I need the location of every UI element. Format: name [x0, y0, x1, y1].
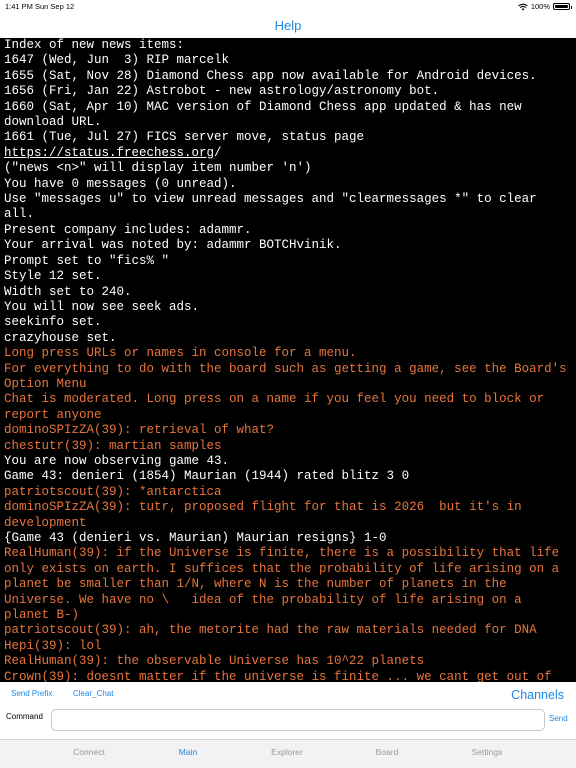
clear-chat-button[interactable]: Clear_Chat — [73, 689, 114, 698]
console-line — [4, 331, 572, 346]
console-line — [4, 454, 572, 469]
console-line-text: You are now observing game 43. — [4, 453, 230, 468]
console-line-text: 1656 (Fri, Jan 22) Astrobot - new astrology/astronomy bot. — [4, 84, 440, 99]
console-line-text: 1660 (Sat, Apr 10) MAC version of Diamond Chess app updated & has new download URL. — [4, 99, 530, 130]
status-date: Sun Sep 12 — [35, 2, 75, 11]
tab-board[interactable]: Board — [375, 747, 399, 757]
battery-icon — [553, 3, 570, 10]
console-line-text: dominoSPIzZA(39): retrieval of what? — [4, 423, 275, 438]
console-line — [4, 670, 572, 682]
console-line-text: dominoSPIzZA(39): tutr, proposed flight for that is 2026 but it's in development — [4, 500, 530, 530]
console-line-text: 1661 (Tue, Jul 27) FICS server move, status page — [4, 130, 372, 145]
battery-percent: 100% — [530, 2, 550, 11]
tab-bar — [0, 739, 576, 768]
console-line-text: Game 43: denieri (1854) Maurian (1944) rated blitz 3 0 — [4, 469, 410, 484]
status-page-link[interactable]: https://status.freechess.org — [4, 145, 215, 160]
console-line-text: Style 12 set. — [4, 269, 102, 284]
tab-main[interactable]: Main — [178, 747, 198, 757]
console-line-text: Prompt set to "fics% " — [4, 253, 170, 268]
console-line-text: chestutr(39): martian samples — [4, 438, 222, 453]
console-line-text: For everything to do with the board such as getting a game, see the Board's Option Menu — [4, 361, 575, 391]
console-line — [4, 84, 572, 99]
console-line-text: RealHuman(39): if the Universe is finite, there is a possibility that life only exists on earth. I suffices that the probability of life arising on a planet be smaller than 1/N, where N is the number of planets in the Universe. We have no \ idea of the probability of life arising on a planet B-) — [4, 546, 567, 623]
console-line — [4, 238, 572, 253]
console-line — [4, 531, 572, 546]
console-line-text: RealHuman(39): the observable Universe has 10^22 planets — [4, 654, 425, 669]
console-line — [4, 300, 572, 315]
console-line — [4, 254, 572, 269]
console-line-text: Long press URLs or names in console for a menu. — [4, 346, 357, 361]
console-line — [4, 485, 572, 500]
console-line — [4, 285, 572, 300]
console-line-text: Width set to 240. — [4, 284, 132, 299]
status-time: 1:41 PM — [5, 2, 33, 11]
console-line-text: You will now see seek ads. — [4, 299, 200, 314]
console-line — [4, 639, 572, 654]
tab-settings[interactable]: Settings — [471, 747, 503, 757]
console-line — [4, 130, 572, 161]
wifi-icon — [518, 3, 528, 11]
console-line — [4, 100, 572, 131]
console-output[interactable] — [0, 38, 576, 682]
tab-explorer[interactable]: Explorer — [271, 747, 303, 757]
console-line — [4, 469, 572, 484]
console-line-text: 1647 (Wed, Jun 3) RIP marcelk — [4, 53, 230, 68]
console-line-text: crazyhouse set. — [4, 330, 117, 345]
console-line — [4, 346, 572, 361]
console-line-text: Index of new news items: — [4, 38, 185, 52]
send-prefix-button[interactable]: Send Prefix — [11, 689, 53, 698]
console-line — [4, 654, 572, 669]
console-line — [4, 192, 572, 223]
console-line-text: You have 0 messages (0 unread). — [4, 176, 237, 191]
status-right — [518, 2, 570, 11]
console-line — [4, 223, 572, 238]
console-line — [4, 623, 572, 638]
console-line — [4, 361, 575, 393]
console-line — [4, 392, 572, 423]
console-line-text: Use "messages u" to view unread messages and "clearmessages *" to clear all. — [4, 192, 545, 222]
console-line-text: Present company includes: adammr. — [4, 222, 252, 237]
send-button[interactable]: Send — [549, 714, 568, 723]
console-line-text: {Game 43 (denieri vs. Maurian) Maurian resigns} 1-0 — [4, 531, 387, 545]
channels-button[interactable]: Channels — [511, 688, 564, 702]
console-line-text: seekinfo set. — [4, 315, 102, 330]
console-line-text: patriotscout(39): *antarctica — [4, 484, 222, 499]
command-label: Command — [6, 712, 43, 721]
console-line — [4, 161, 572, 176]
console-line-text: Crown(39): doesnt matter if the universe is finite ... we cant get out of — [4, 669, 552, 682]
console-line — [4, 69, 572, 84]
console-line — [4, 269, 572, 284]
console-line — [4, 38, 572, 53]
console-line — [4, 439, 572, 454]
console-line — [4, 546, 572, 623]
console-line-text: 1655 (Sat, Nov 28) Diamond Chess app now available for Android devices. — [4, 68, 537, 83]
command-toolbar — [0, 682, 576, 739]
console-line — [4, 315, 572, 330]
page-title[interactable]: Help — [274, 18, 302, 33]
tab-connect[interactable]: Connect — [73, 747, 105, 757]
console-line-text: Your arrival was noted by: adammr BOTCHvinik. — [4, 238, 342, 253]
console-line — [4, 423, 572, 438]
console-line — [4, 500, 572, 531]
console-line — [4, 177, 572, 192]
console-line-suffix: / — [214, 145, 222, 160]
console-line-text: patriotscout(39): ah, the metorite had the raw materials needed for DNA — [4, 623, 537, 638]
console-line — [4, 53, 572, 68]
console-line-text: Hepi(39): lol — [4, 638, 102, 653]
console-line-text: Chat is moderated. Long press on a name if you feel you need to block or report anyone — [4, 392, 552, 422]
command-input[interactable] — [51, 709, 545, 731]
console-line-text: ("news <n>" will display item number 'n') — [4, 161, 312, 176]
status-bar — [0, 0, 576, 14]
